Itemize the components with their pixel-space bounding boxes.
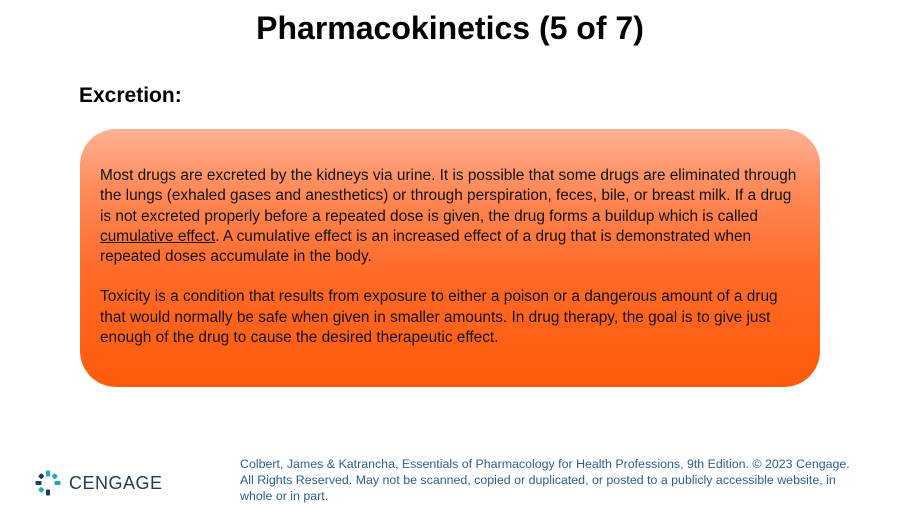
cengage-logo <box>35 470 163 496</box>
copyright-notice: Colbert, James & Katrancha, Essentials of Pharmacology for Health Professions, 9th Edition. © 2023 Cengage. All Rights Reserved. May not be scanned, copied or duplicated, or posted to a publicly accessible website, in whole or in part. <box>240 457 850 503</box>
section-heading: Excretion: <box>79 84 182 107</box>
content-box <box>80 129 820 387</box>
excretion-text-start: Most drugs are excreted by the kidneys via urine. It is possible that some drugs are eliminated through the lungs (exhaled gases and anesthetics) or through perspiration, feces, bile, or breast milk. If a drug is not excreted properly before a repeated dose is given, the drug forms a buildup which is called <box>100 167 797 225</box>
excretion-text-end: . A cumulative effect is an increased effect of a drug that is demonstrated when repeated doses accumulate in the body. <box>100 227 752 266</box>
cengage-logo-text: CENGAGE <box>69 473 163 493</box>
slide-title: Pharmacokinetics (5 of 7) <box>256 10 644 46</box>
toxicity-paragraph: Toxicity is a condition that results from exposure to either a poison or a dangerous amount of a drug that would normally be safe when given in smaller amounts. In drug therapy, the goal is to give just enough of the drug to cause the desired therapeutic effect. <box>100 288 778 347</box>
cumulative-effect-term: cumulative effect <box>100 227 216 245</box>
cengage-logo-icon <box>35 470 61 496</box>
excretion-paragraph <box>100 166 802 267</box>
